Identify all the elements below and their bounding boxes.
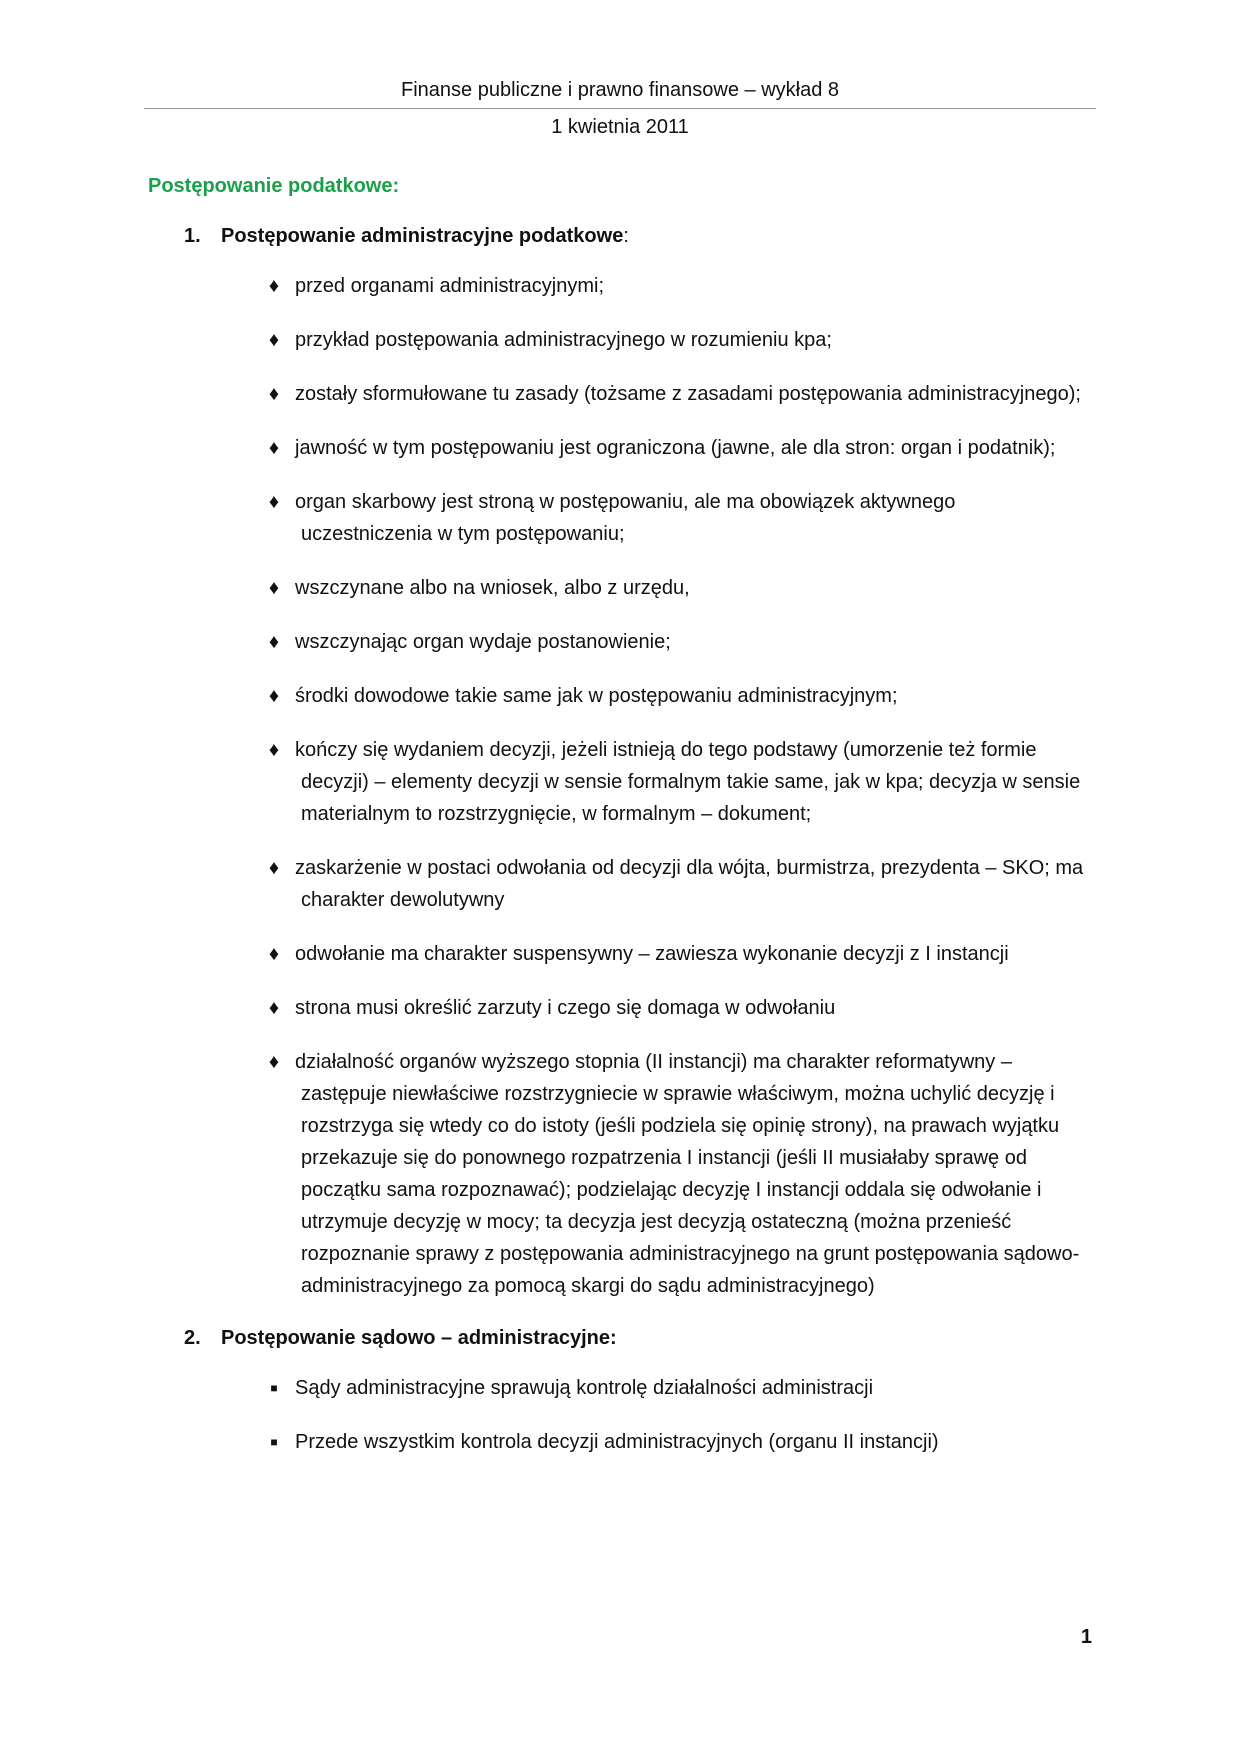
diamond-bullet-icon: ♦	[268, 739, 280, 761]
item-number: 2.	[184, 1327, 201, 1349]
list-item	[148, 1372, 1088, 1404]
header-date: 1 kwietnia 2011	[551, 116, 689, 138]
list-item-text: kończy się wydaniem decyzji, jeżeli istnieją do tego podstawy (umorzenie też formie decyzji) – elementy decyzji w sensie formalnym takie same, jak w kpa; decyzja w sensie materialnym to rozstrzygnięcie, w formalnym – dokument;	[295, 739, 1081, 825]
list-item	[148, 1046, 1088, 1302]
list-item	[148, 270, 1088, 302]
list-item	[148, 852, 1088, 916]
list-item-text: działalność organów wyższego stopnia (II instancji) ma charakter reformatywny – zastępuje niewłaściwe rozstrzygniecie w sprawie właściwym, można uchylić decyzję i rozstrzyga się wtedy co do istoty (jeśli podziela się opinię strony), na prawach wyjątku przekazuje się do ponownego rozpatrzenia I instancji (jeśli II musiałaby sprawę od początku sama rozpoznawać); podzielając decyzję I instancji oddala się odwołanie i utrzymuje decyzję w mocy; ta decyzja jest decyzją ostateczną (można przenieść rozpoznanie sprawy z postępowania administracyjnego na grunt postępowania sądowo-administracyjnego za pomocą skargi do sądu administracyjnego)	[295, 1051, 1080, 1297]
list-item	[148, 992, 1088, 1024]
diamond-bullet-icon: ♦	[268, 275, 280, 297]
diamond-bullet-icon: ♦	[268, 631, 280, 653]
list-item	[148, 734, 1088, 830]
list-item	[148, 324, 1088, 356]
diamond-bullet-icon: ♦	[268, 857, 280, 879]
square-bullet-icon: ■	[270, 1435, 278, 1449]
list-item	[148, 680, 1088, 712]
list-item	[148, 938, 1088, 970]
list-item-text: przed organami administracyjnymi;	[295, 275, 605, 297]
square-bullet-icon: ■	[270, 1381, 278, 1395]
page-header	[144, 76, 1096, 141]
item-title	[221, 1324, 1088, 1352]
document-body	[148, 172, 1088, 1480]
header-title: Finanse publiczne i prawno finansowe – wykład 8	[144, 76, 1096, 109]
numbered-item	[148, 1324, 1088, 1458]
numbered-list	[148, 222, 1088, 1458]
diamond-bullet-icon: ♦	[268, 491, 280, 513]
item-number: 1.	[184, 225, 201, 247]
numbered-item	[148, 222, 1088, 1302]
list-item	[148, 572, 1088, 604]
list-item-text: zostały sformułowane tu zasady (tożsame z zasadami postępowania administracyjnego);	[295, 383, 1081, 405]
diamond-bullet-icon: ♦	[268, 997, 280, 1019]
list-item-text: wszczynając organ wydaje postanowienie;	[295, 631, 671, 653]
list-item-text: odwołanie ma charakter suspensywny – zawiesza wykonanie decyzji z I instancji	[295, 943, 1009, 965]
diamond-bullet-icon: ♦	[268, 329, 280, 351]
list-item-text: Sądy administracyjne sprawują kontrolę działalności administracji	[295, 1377, 874, 1399]
diamond-bullet-icon: ♦	[268, 577, 280, 599]
list-item-text: strona musi określić zarzuty i czego się domaga w odwołaniu	[295, 997, 836, 1019]
item-title	[221, 222, 1088, 250]
bullet-list	[148, 270, 1088, 1302]
diamond-bullet-icon: ♦	[268, 943, 280, 965]
diamond-bullet-icon: ♦	[268, 437, 280, 459]
list-item-text: jawność w tym postępowaniu jest ograniczona (jawne, ale dla stron: organ i podatnik);	[295, 437, 1056, 459]
diamond-bullet-icon: ♦	[268, 383, 280, 405]
list-item-text: Przede wszystkim kontrola decyzji administracyjnych (organu II instancji)	[295, 1431, 939, 1453]
list-item-text: środki dowodowe takie same jak w postępowaniu administracyjnym;	[295, 685, 898, 707]
diamond-bullet-icon: ♦	[268, 685, 280, 707]
list-item-text: wszczynane albo na wniosek, albo z urzędu,	[295, 577, 690, 599]
bullet-list	[148, 1372, 1088, 1458]
list-item-text: zaskarżenie w postaci odwołania od decyzji dla wójta, burmistrza, prezydenta – SKO; ma charakter dewolutywny	[295, 857, 1084, 911]
diamond-bullet-icon: ♦	[268, 1051, 280, 1073]
list-item-text: organ skarbowy jest stroną w postępowaniu, ale ma obowiązek aktywnego uczestniczenia w tym postępowaniu;	[295, 491, 956, 545]
list-item	[148, 486, 1088, 550]
item-title-text: Postępowanie administracyjne podatkowe	[221, 225, 624, 247]
list-item	[148, 626, 1088, 658]
page-number: 1	[1080, 1626, 1092, 1648]
item-title-text: Postępowanie sądowo – administracyjne:	[221, 1327, 617, 1349]
list-item-text: przykład postępowania administracyjnego w rozumieniu kpa;	[295, 329, 832, 351]
list-item	[148, 378, 1088, 410]
item-title-suffix: :	[623, 225, 629, 247]
list-item	[148, 432, 1088, 464]
list-item	[148, 1426, 1088, 1458]
section-title: Postępowanie podatkowe:	[148, 175, 400, 197]
